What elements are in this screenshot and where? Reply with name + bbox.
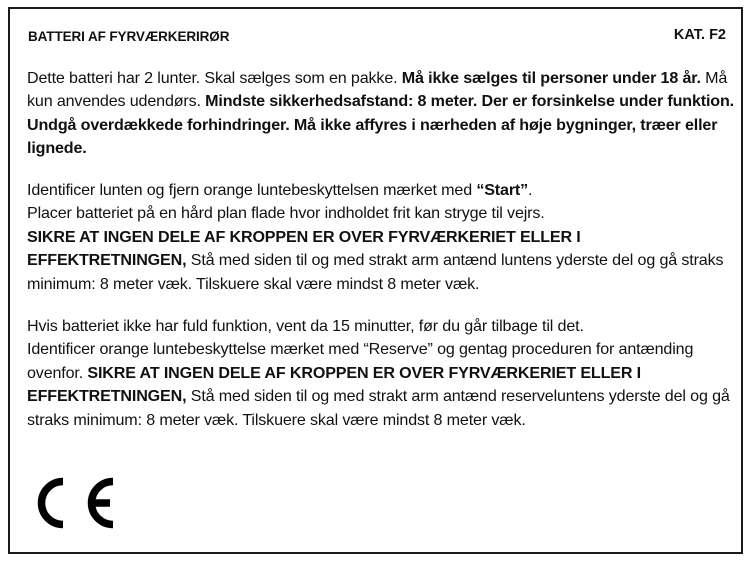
- bold-run: Må ikke sælges til personer under 18 år.: [401, 69, 701, 87]
- text-run: .: [528, 181, 533, 199]
- bold-run: SIKRE AT INGEN DELE AF KROPPEN ER OVER FYRVÆRKERIET ELLER I EFFEKTRETNINGEN,: [27, 227, 581, 270]
- bold-run: SIKRE AT INGEN DELE AF KROPPEN ER OVER FYRVÆRKERIET ELLER I EFFEKTRETNINGEN,: [27, 363, 641, 406]
- label-title: BATTERI AF FYRVÆRKERIRØR: [28, 29, 230, 44]
- text-run: Stå med siden til og med strakt arm antænd luntens yderste del og gå straks minimum: 8 meter væk. Tilskuere skal være mindst 8 meter væk.: [27, 251, 724, 293]
- reserve-paragraph: [27, 315, 739, 432]
- text-run: Placer batteriet på en hård plan flade hvor indholdet frit kan stryge til vejrs.: [27, 204, 545, 223]
- text-run: Stå med siden til og med strakt arm antænd reserveluntens yderste del og gå straks minimum: 8 meter væk. Tilskuere skal være mindst 8 meter væk.: [27, 387, 730, 429]
- warning-paragraph: [27, 67, 739, 161]
- text-run: Identificer lunten og fjern orange luntebeskyttelsen mærket med: [27, 181, 477, 199]
- ce-mark-icon: [30, 474, 118, 532]
- text-run: Må kun anvendes udendørs.: [27, 69, 728, 111]
- text-run: Identificer orange luntebeskyttelse mærket med “Reserve” og gentag proceduren for antænding ovenfor.: [27, 340, 694, 382]
- text-run: Dette batteri har 2 lunter. Skal sælges som en pakke.: [27, 69, 402, 87]
- bold-run: “Start”: [476, 181, 529, 199]
- bold-run: Mindste sikkerhedsafstand: 8 meter. Der er forsinkelse under funktion. Undgå overdækkede forhindringer. Må ikke affyres i nærheden af høje bygninger, træer eller lignede.: [27, 92, 734, 158]
- text-run: Hvis batteriet ikke har fuld funktion, vent da 15 minutter, før du går tilbage til det.: [27, 317, 584, 335]
- category-code: KAT. F2: [673, 27, 726, 43]
- instructions-paragraph: [27, 179, 739, 296]
